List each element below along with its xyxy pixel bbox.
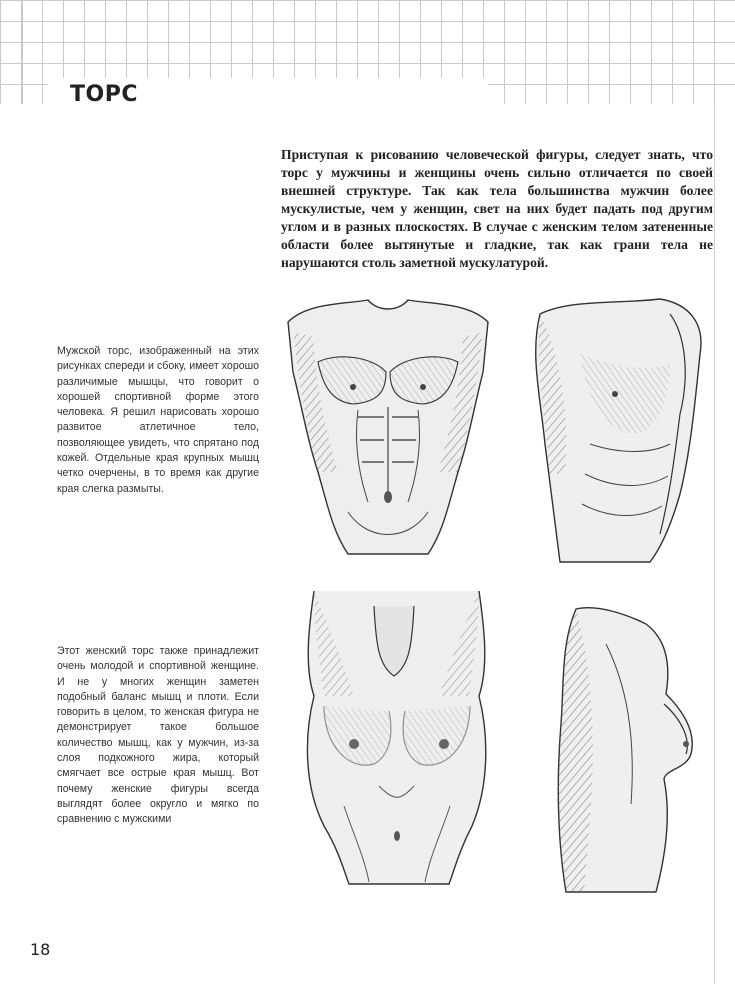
page-number: 18 [30, 940, 51, 959]
intro-paragraph: Приступая к рисованию человеческой фигуры, следует знать, что торс у мужчины и женщины очень сильно отличается по своей внешней структуре. Так как тела большинства мужчин более мускулистые, чем у женщин, свет на них будет падать под другим углом и в разных плоскостях. В случае с женским телом затененные области более вытянутые и гладкие, так как грани тела не нарушаются столь заметной мускулатурой. [281, 147, 713, 270]
male-torso-caption: Мужской торс, изображенный на этих рисунках спереди и сбоку, имеет хорошо различимые мышцы, что говорит о хорошей спортивной форме этого человека. Я решил нарисовать хорошо развитое атлетичное тело, позволяющее увидеть, что спрятано под кожей. Отдельные края крупных мышц четко очерчены, в то время как другие края слегка размыты. [57, 345, 259, 495]
female-torso-front-drawing [284, 586, 510, 886]
page-title: ТОРС [70, 82, 138, 107]
male-torso-side-drawing [520, 294, 710, 564]
male-torso-front-drawing [278, 292, 498, 562]
female-torso-caption: Этот женский торс также принадлежит очень молодой и спортивной женщине. И не у многих женщин заметен подобный баланс мышц и плоти. Если говорить в целом, то женская фигура не демонстрирует такое большое количество мышц, как у мужчин, из-за слоя подкожного жира, который смягчает все острые края мышц. Вот почему женские фигуры всегда выглядят более округло и мягко по сравнению с мужскими [57, 645, 259, 826]
page-frame-line [714, 104, 715, 984]
female-torso-side-drawing [546, 604, 706, 894]
grid-margin-line [22, 0, 23, 104]
